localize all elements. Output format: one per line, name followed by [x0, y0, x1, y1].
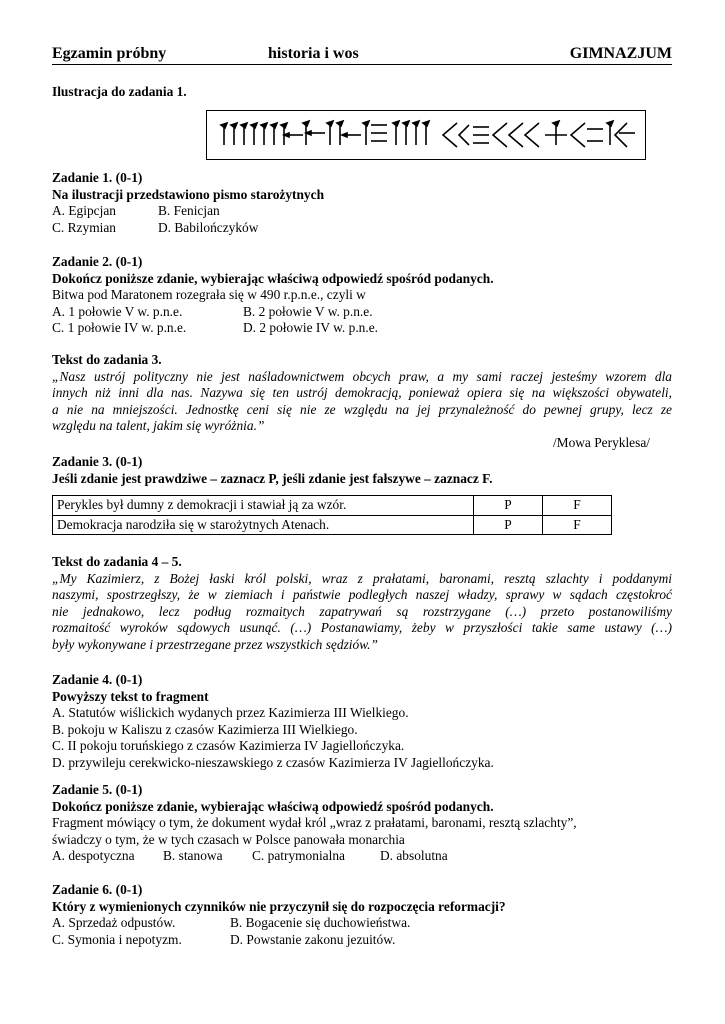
task-4 [52, 672, 672, 772]
false-option[interactable]: F [543, 515, 612, 535]
task-2-title: Zadanie 2. (0-1) [52, 254, 143, 269]
task-4-option-b[interactable]: B. pokoju w Kaliszu z czasów Kazimierza III Wielkiego. [52, 721, 358, 737]
task-3-title: Zadanie 3. (0-1) [52, 454, 143, 469]
header-school-level: GIMNAZJUM [569, 45, 672, 62]
text-45-line: nie jednakowo, lecz podług rozmaitych zapatrywań są rozstrzygane (…) przeto postanowiliśmy [52, 603, 672, 619]
task-5-option-c[interactable]: C. patrymonialna [252, 848, 345, 864]
true-option[interactable]: P [474, 496, 543, 516]
header-exam-title: Egzamin próbny [52, 45, 167, 62]
true-false-table [52, 495, 612, 535]
text-3-source: /Mowa Peryklesa/ [552, 434, 650, 450]
text-for-tasks-4-5 [52, 554, 672, 654]
cuneiform-script-image [207, 111, 644, 158]
task-2-option-d[interactable]: D. 2 połowie IV w. p.n.e. [243, 320, 379, 336]
task-2-option-c[interactable]: C. 1 połowie IV w. p.n.e. [52, 320, 187, 336]
text-45-line: rozmaitość wyroków sądowych usunąć. (…) Postanawiamy, żeby w przyszłości takie same ustawy (…) [52, 620, 672, 636]
text-3-line: innych niż inni dla nas. Nazywa się ten ustrój demokracją, ponieważ opiera się na większości obywateli, [52, 385, 672, 401]
text-45-line: były wykonywane i przestrzegane przez wszystkich sędziów.” [52, 636, 378, 652]
page-header [52, 44, 672, 65]
header-subject: historia i wos [268, 45, 359, 62]
task-3-question: Jeśli zdanie jest prawdziwe – zaznacz P, jeśli zdanie jest fałszywe – zaznacz F. [52, 470, 493, 486]
task-5-option-d[interactable]: D. absolutna [380, 848, 448, 864]
statement-text: Perykles był dumny z demokracji i stawiał ją za wzór. [53, 496, 474, 516]
task-2-option-b[interactable]: B. 2 połowie V w. p.n.e. [243, 303, 373, 319]
task-1-option-d[interactable]: D. Babilończyków [158, 219, 259, 235]
task-6-option-b[interactable]: B. Bogacenie się duchowieństwa. [230, 915, 411, 931]
task-5 [52, 782, 672, 865]
text-3-title: Tekst do zadania 3. [52, 352, 162, 367]
task-4-option-d[interactable]: D. przywileju cerekwicko-nieszawskiego z czasów Kazimierza IV Jagiellończyka. [52, 754, 494, 770]
task-1-option-b[interactable]: B. Fenicjan [158, 203, 220, 219]
task-4-title: Zadanie 4. (0-1) [52, 672, 143, 687]
text-45-line: naszymi, spostrzegłszy, że w ziemiach i państwie podległych naszej władzy, sprawy w sądach częstokroć [52, 587, 672, 603]
task-1-option-c[interactable]: C. Rzymian [52, 219, 116, 235]
table-row [53, 515, 612, 535]
true-option[interactable]: P [474, 515, 543, 535]
task-4-question: Powyższy tekst to fragment [52, 688, 209, 704]
text-45-line: „My Kazimierz, z Bożej łaski król polski, wraz z prałatami, baronami, resztą szlachty i poddanymi [52, 570, 672, 586]
text-3-line: „Nasz ustrój polityczny nie jest naśladownictwem obcych praw, a my sami raczej jesteśmy wzorem dla [52, 368, 672, 384]
task-6-title: Zadanie 6. (0-1) [52, 882, 143, 897]
task-5-option-b[interactable]: B. stanowa [163, 848, 223, 864]
task-1 [52, 170, 672, 236]
task-5-option-a[interactable]: A. despotyczna [52, 848, 135, 864]
task-2-option-a[interactable]: A. 1 połowie V w. p.n.e. [52, 303, 183, 319]
task-2-stem: Bitwa pod Maratonem rozegrała się w 490 r.p.n.e., czyli w [52, 287, 366, 303]
task-4-option-c[interactable]: C. II pokoju toruńskiego z czasów Kazimierza IV Jagiellończyka. [52, 738, 405, 754]
statement-text: Demokracja narodziła się w starożytnych Atenach. [53, 515, 474, 535]
task-6-option-d[interactable]: D. Powstanie zakonu jezuitów. [230, 931, 396, 947]
false-option[interactable]: F [543, 496, 612, 516]
illustration-label: Ilustracja do zadania 1. [52, 84, 187, 99]
cuneiform-illustration [206, 110, 646, 160]
task-5-stem-line: Fragment mówiący o tym, że dokument wydał król „wraz z prałatami, baronami, resztą szlachty”, [52, 815, 577, 831]
task-6-option-a[interactable]: A. Sprzedaż odpustów. [52, 915, 176, 931]
task-4-option-a[interactable]: A. Statutów wiślickich wydanych przez Kazimierza III Wielkiego. [52, 705, 409, 721]
text-3-line: względu na talent, jakim się wyróżnia.” [52, 418, 265, 434]
task-5-title: Zadanie 5. (0-1) [52, 782, 143, 797]
task-1-option-a[interactable]: A. Egipcjan [52, 203, 116, 219]
task-6-option-c[interactable]: C. Symonia i nepotyzm. [52, 931, 182, 947]
table-row [53, 496, 612, 516]
text-for-task-3 [52, 352, 672, 452]
task-5-question: Dokończ poniższe zdanie, wybierając właściwą odpowiedź spośród podanych. [52, 798, 494, 814]
task-2 [52, 254, 672, 337]
task-6 [52, 882, 672, 948]
exam-page [52, 44, 672, 947]
task-2-question: Dokończ poniższe zdanie, wybierając właściwą odpowiedź spośród podanych. [52, 270, 494, 286]
task-1-title: Zadanie 1. (0-1) [52, 170, 143, 185]
task-5-stem-line: świadczy o tym, że w tych czasach w Polsce panowała monarchia [52, 831, 405, 847]
task-1-question: Na ilustracji przedstawiono pismo starożytnych [52, 186, 325, 202]
task-3 [52, 454, 672, 535]
text-3-line: a nie na mniejszości. Jednostkę ceni się nie ze względu na jej przynależność do pewnej grupy, lecz ze [52, 401, 672, 417]
task-6-question: Który z wymienionych czynników nie przyczynił się do rozpoczęcia reformacji? [52, 898, 506, 914]
text-45-title: Tekst do zadania 4 – 5. [52, 554, 182, 569]
